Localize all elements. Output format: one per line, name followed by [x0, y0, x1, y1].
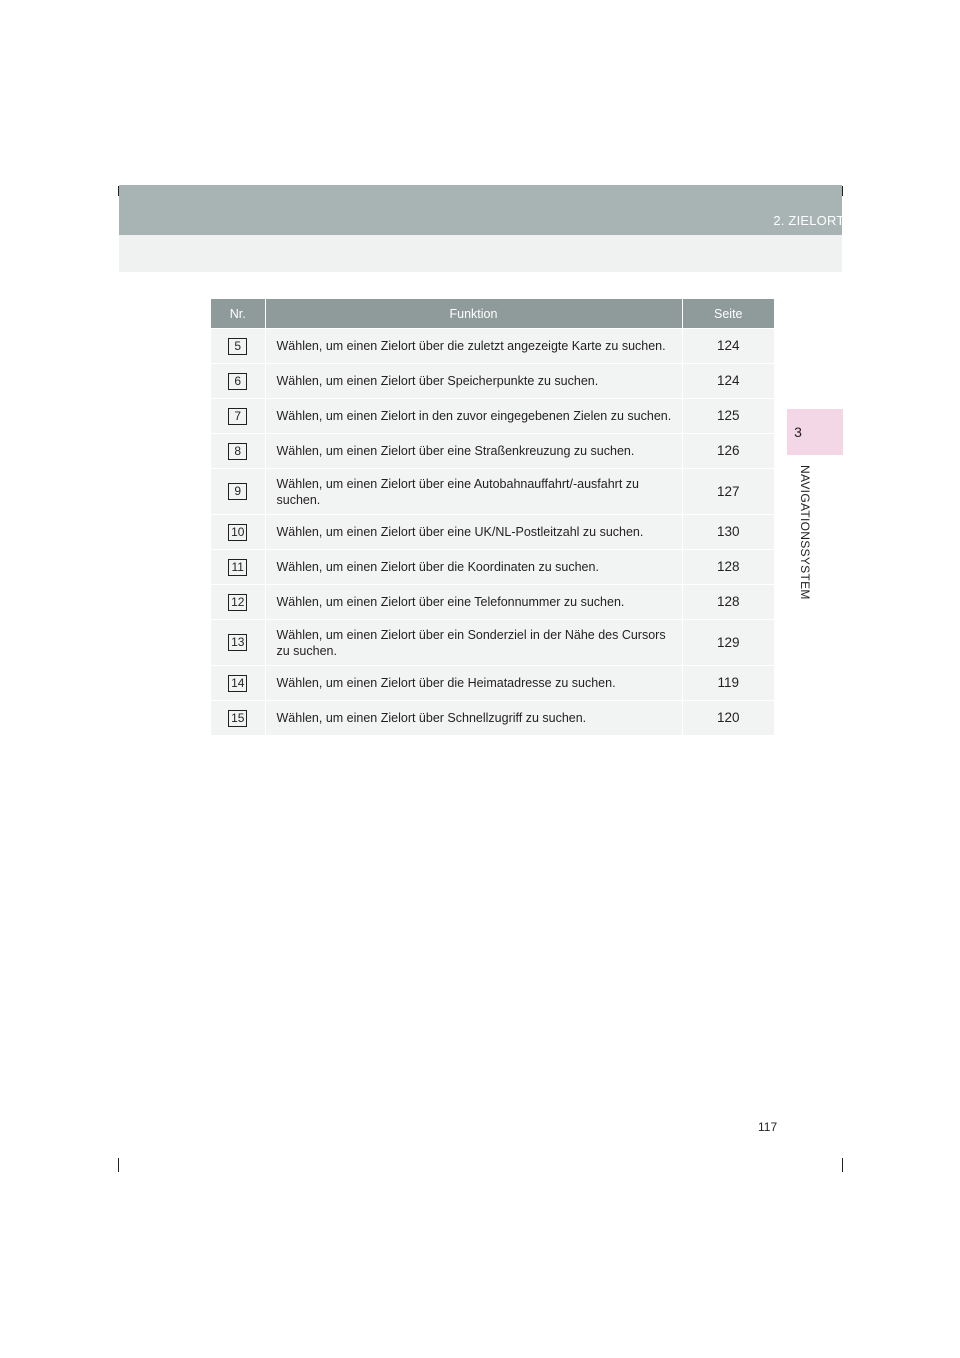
- table-row: [211, 666, 774, 701]
- row-page-cell: 125: [682, 399, 774, 434]
- chapter-number: 3: [794, 424, 802, 440]
- table-row: [211, 364, 774, 399]
- row-number-cell: [211, 434, 265, 469]
- row-function-cell: Wählen, um einen Zielort über Schnellzugriff zu suchen.: [265, 701, 682, 736]
- table-row: [211, 585, 774, 620]
- row-page-cell: 129: [682, 620, 774, 666]
- row-number-cell: [211, 329, 265, 364]
- row-number-badge: 14: [228, 675, 247, 692]
- table-header-row: [211, 299, 774, 329]
- row-page-cell: 119: [682, 666, 774, 701]
- row-number-cell: [211, 701, 265, 736]
- column-header-funktion: Funktion: [265, 299, 682, 329]
- table-row: [211, 701, 774, 736]
- row-function-cell: Wählen, um einen Zielort über eine Straßenkreuzung zu suchen.: [265, 434, 682, 469]
- table-row: [211, 550, 774, 585]
- section-title: 2. ZIELORTSUCHE: [773, 213, 891, 228]
- row-function-cell: Wählen, um einen Zielort über Speicherpunkte zu suchen.: [265, 364, 682, 399]
- row-function-cell: Wählen, um einen Zielort über ein Sonderziel in der Nähe des Cursors zu suchen.: [265, 620, 682, 666]
- row-page-cell: 128: [682, 550, 774, 585]
- table-row: [211, 620, 774, 666]
- row-number-cell: [211, 550, 265, 585]
- row-function-cell: Wählen, um einen Zielort über die zuletzt angezeigte Karte zu suchen.: [265, 329, 682, 364]
- row-number-badge: 9: [228, 483, 247, 500]
- row-function-cell: Wählen, um einen Zielort über die Heimatadresse zu suchen.: [265, 666, 682, 701]
- row-number-badge: 15: [228, 710, 247, 727]
- function-table: [211, 299, 774, 735]
- column-header-seite: Seite: [682, 299, 774, 329]
- row-page-cell: 130: [682, 515, 774, 550]
- crop-mark: [118, 1158, 119, 1172]
- table-row: [211, 515, 774, 550]
- table-row: [211, 434, 774, 469]
- row-page-cell: 124: [682, 329, 774, 364]
- page-number: 117: [758, 1120, 778, 1134]
- row-number-badge: 8: [228, 443, 247, 460]
- row-number-badge: 6: [228, 373, 247, 390]
- subheader-band: [119, 235, 842, 272]
- table-row: [211, 329, 774, 364]
- row-number-badge: 10: [228, 524, 247, 541]
- row-function-cell: Wählen, um einen Zielort über die Koordinaten zu suchen.: [265, 550, 682, 585]
- row-page-cell: 127: [682, 469, 774, 515]
- table-row: [211, 399, 774, 434]
- row-number-cell: [211, 399, 265, 434]
- chapter-label: NAVIGATIONSSYSTEM: [798, 465, 812, 600]
- row-number-badge: 12: [228, 594, 247, 611]
- row-function-cell: Wählen, um einen Zielort über eine Autobahnauffahrt/-ausfahrt zu suchen.: [265, 469, 682, 515]
- row-function-cell: Wählen, um einen Zielort über eine UK/NL-Postleitzahl zu suchen.: [265, 515, 682, 550]
- row-function-cell: Wählen, um einen Zielort über eine Telefonnummer zu suchen.: [265, 585, 682, 620]
- row-number-badge: 5: [228, 338, 247, 355]
- table-row: [211, 469, 774, 515]
- row-function-cell: Wählen, um einen Zielort in den zuvor eingegebenen Zielen zu suchen.: [265, 399, 682, 434]
- row-number-cell: [211, 469, 265, 515]
- row-page-cell: 128: [682, 585, 774, 620]
- crop-mark: [842, 1158, 843, 1172]
- row-number-cell: [211, 364, 265, 399]
- row-page-cell: 126: [682, 434, 774, 469]
- row-number-cell: [211, 666, 265, 701]
- chapter-tab: [787, 409, 843, 455]
- row-number-cell: [211, 515, 265, 550]
- row-number-cell: [211, 585, 265, 620]
- row-number-badge: 11: [228, 559, 247, 576]
- row-page-cell: 120: [682, 701, 774, 736]
- row-number-cell: [211, 620, 265, 666]
- header-band: [119, 185, 842, 235]
- row-page-cell: 124: [682, 364, 774, 399]
- crop-mark: [842, 186, 843, 196]
- row-number-badge: 7: [228, 408, 247, 425]
- row-number-badge: 13: [228, 634, 247, 651]
- column-header-nr: Nr.: [211, 299, 265, 329]
